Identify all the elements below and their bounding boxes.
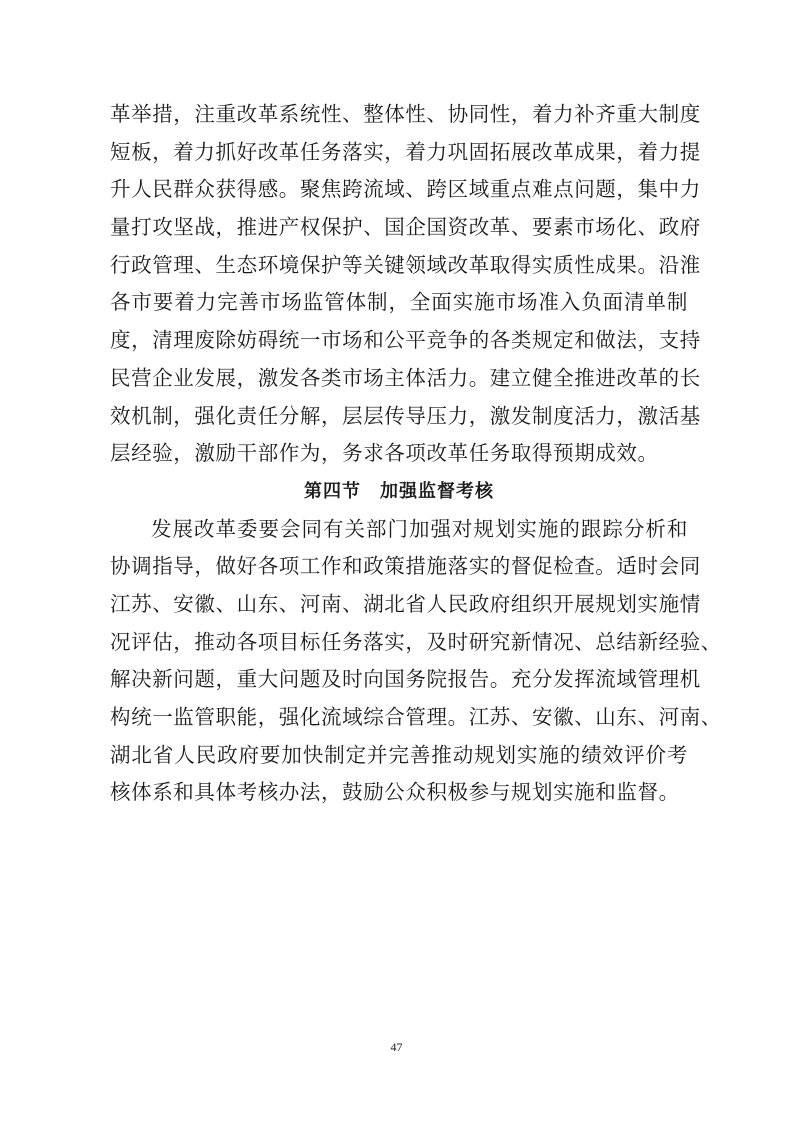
page-number: 47 <box>390 1040 403 1054</box>
text-line: 短板，着力抓好改革任务落实，着力巩固拓展改革成果，着力提 <box>110 139 701 164</box>
text-line: 效机制，强化责任分解，层层传导压力，激发制度活力，激活基 <box>110 403 701 428</box>
page-body <box>110 96 722 812</box>
text-line: 革举措，注重改革系统性、整体性、协同性，着力补齐重大制度 <box>110 102 701 126</box>
text-line: 量打攻坚战，推进产权保护、国企国资改革、要素市场化、政府 <box>110 215 701 240</box>
text-line: 况评估，推动各项目标任务落实，及时研究新情况、总结新经验、 <box>110 629 722 654</box>
text-line: 协调指导，做好各项工作和政策措施落实的督促检查。适时会同 <box>110 554 701 579</box>
text-line: 发展改革委要会同有关部门加强对规划实施的跟踪分析和 <box>151 516 688 541</box>
text-line: 升人民群众获得感。聚焦跨流域、跨区域重点难点问题，集中力 <box>110 177 701 202</box>
text-line: 层经验，激励干部作为，务求各项改革任务取得预期成效。 <box>110 441 659 466</box>
text-line: 核体系和具体考核办法，鼓励公众积极参与规划实施和监督。 <box>110 780 680 805</box>
text-line: 解决新问题，重大问题及时向国务院报告。充分发挥流域管理机 <box>110 667 701 692</box>
paragraph-reform-measures <box>110 96 701 473</box>
text-line: 度，清理废除妨碍统一市场和公平竞争的各类规定和做法，支持 <box>110 328 701 353</box>
text-line: 民营企业发展，激发各类市场主体活力。建立健全推进改革的长 <box>110 365 701 390</box>
text-line: 各市要着力完善市场监管体制，全面实施市场准入负面清单制 <box>110 290 688 315</box>
section-heading: 第四节 加强监督考核 <box>304 480 494 502</box>
text-line: 江苏、安徽、山东、河南、湖北省人民政府组织开展规划实施情 <box>110 591 701 616</box>
text-line: 行政管理、生态环境保护等关键领域改革取得实质性成果。沿淮 <box>110 252 701 277</box>
text-line: 构统一监管职能，强化流域综合管理。江苏、安徽、山东、河南、 <box>110 705 722 729</box>
text-line: 湖北省人民政府要加快制定并完善推动规划实施的绩效评价考 <box>110 742 688 767</box>
paragraph-supervision <box>110 511 722 813</box>
